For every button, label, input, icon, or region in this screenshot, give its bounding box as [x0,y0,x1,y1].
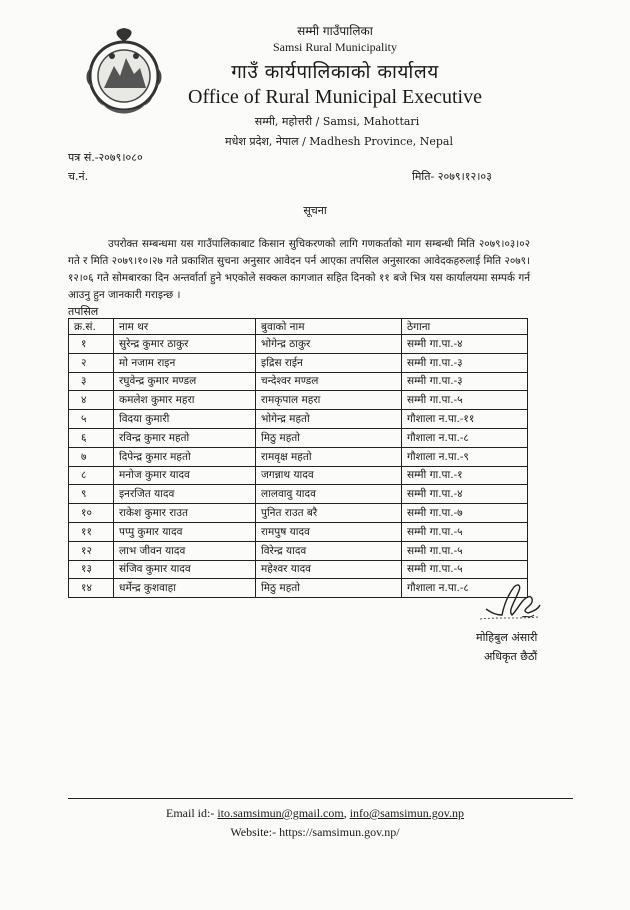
letter-date: मिति- २०७९।१२।०३ [412,170,492,183]
table-row [69,485,528,504]
cell-sn: ३ [69,372,114,391]
notice-paragraph: उपरोक्त सम्बन्धमा यस गाउँपालिकाबाट किसान सुचिकरणको लागि गणकर्ताको माग सम्बन्धी मिति २०७९।०३।०२ गते र मिति २०७९।१०।२७ गते प्रकाशित सुचना अनुसार आवेदन पर्न आएका तपसिल अनुसारका आवेदकहरुलाई मिति २०७९।१२।०६ गते सोमबारका दिन अन्तर्वार्ता हुने भएकोले सक्कल कागजात सहित दिनको ११ बजे भित्र यस कार्यालयमा सम्पर्क गर्न आउनु हुन जानकारी गराइन्छ । [68,238,530,301]
table-row [69,466,528,485]
email-link-1[interactable]: ito.samsimun@gmail.com [217,806,344,820]
cell-sn: १३ [69,560,114,579]
dispatch-number: च.नं. [68,170,89,183]
email-separator: , [343,806,350,820]
website-link[interactable]: https://samsimun.gov.np/ [279,825,400,839]
letter-number: पत्र सं.-२०७९।०८० [68,151,143,164]
cell-address: गौशाला न.पा.-८ [402,579,528,598]
email-link-2[interactable]: info@samsimun.gov.np [349,806,464,820]
email-label: Email id:- [166,806,218,820]
cell-address: सम्मी गा.पा.-४ [402,485,528,504]
municipality-name-np: सम्मी गाउँपालिका [297,24,373,38]
cell-father: भोगेन्द्र ठाकुर [256,335,402,354]
address-line1: सम्मी, महोत्तरी / Samsi, Mahottari [254,115,420,128]
cell-name: रविन्द्र कुमार महतो [114,428,256,447]
cell-sn: १ [69,335,114,354]
cell-address: सम्मी गा.पा.-५ [402,560,528,579]
cell-name: संजिव कुमार यादव [114,560,256,579]
cell-name: धर्मेन्द्र कुशवाहा [114,579,256,598]
table-row [69,353,528,372]
notice-title: सूचना [303,204,327,217]
table-row [69,541,528,560]
cell-name: रघुवेन्द्र कुमार मण्डल [114,372,256,391]
cell-name: सुरेन्द्र कुमार ठाकुर [114,335,256,354]
col-header-father: बुवाको नाम [256,319,402,335]
cell-father: जगन्नाथ यादव [256,466,402,485]
cell-address: गौशाला न.पा.-८ [402,428,528,447]
cell-father: विरेन्द्र यादव [256,541,402,560]
cell-sn: ७ [69,447,114,466]
cell-address: गौशाला न.पा.-११ [402,410,528,429]
cell-sn: ८ [69,466,114,485]
cell-address: सम्मी गा.पा.-३ [402,372,528,391]
cell-father: पुनित राउत बरै [256,504,402,523]
signatory-post: अधिकृत छैठौं [484,650,538,663]
cell-sn: ४ [69,391,114,410]
col-header-address: ठेगाना [402,319,528,335]
footer-divider [68,798,573,799]
cell-name: मनोज कुमार यादव [114,466,256,485]
cell-address: गौशाला न.पा.-९ [402,447,528,466]
cell-name: कमलेश कुमार महरा [114,391,256,410]
cell-father: महेश्वर यादव [256,560,402,579]
cell-address: सम्मी गा.पा.-४ [402,335,528,354]
table-row [69,504,528,523]
table-row [69,522,528,541]
cell-father: मिठु महतो [256,579,402,598]
cell-sn: १० [69,504,114,523]
cell-sn: २ [69,353,114,372]
cell-name: दिपेन्द्र कुमार महतो [114,447,256,466]
address-line2: मधेश प्रदेश, नेपाल / Madhesh Province, Nepal [225,135,453,148]
cell-sn: ११ [69,522,114,541]
cell-sn: १२ [69,541,114,560]
notice-body [68,236,530,304]
cell-father: रामपुष यादव [256,522,402,541]
cell-address: सम्मी गा.पा.-५ [402,541,528,560]
cell-address: सम्मी गा.पा.-३ [402,353,528,372]
table-row [69,410,528,429]
table-row [69,335,528,354]
cell-name: विदया कुमारी [114,410,256,429]
office-name-en: Office of Rural Municipal Executive [188,86,482,108]
municipality-name-en: Samsi Rural Municipality [273,40,397,54]
cell-father: चन्देश्वर मण्डल [256,372,402,391]
cell-address: सम्मी गा.पा.-१ [402,466,528,485]
office-name-np: गाउँ कार्यपालिकाको कार्यालय [231,61,439,83]
cell-address: सम्मी गा.पा.-५ [402,391,528,410]
cell-sn: ६ [69,428,114,447]
table-row [69,428,528,447]
table-row [69,579,528,598]
cell-address: सम्मी गा.पा.-५ [402,522,528,541]
cell-address: सम्मी गा.पा.-७ [402,504,528,523]
cell-name: मो नजाम राइन [114,353,256,372]
cell-father: मिठु महतो [256,428,402,447]
table-row [69,391,528,410]
cell-father: रामवृक्ष महतो [256,447,402,466]
table-header-row [69,319,528,335]
table-row [69,560,528,579]
signatory-name: मोहिबुल अंसारी [476,631,538,644]
col-header-name: नाम थर [114,319,256,335]
cell-name: लाभ जीवन यादव [114,541,256,560]
table-row [69,372,528,391]
signature-icon [478,575,548,627]
col-header-sn: क्र.सं. [69,319,114,335]
applicants-table [68,318,528,598]
table-row [69,447,528,466]
cell-father: भोगेन्द्र महतो [256,410,402,429]
footer-website-line [0,825,630,840]
cell-father: रामकृपाल महरा [256,391,402,410]
list-label: तपसिल [68,305,99,318]
cell-sn: १४ [69,579,114,598]
cell-name: पप्पु कुमार यादव [114,522,256,541]
footer-email-line [0,806,630,821]
cell-name: राकेश कुमार राउत [114,504,256,523]
cell-father: इद्रिस राईन [256,353,402,372]
cell-sn: ९ [69,485,114,504]
table-body [69,335,528,598]
cell-father: लालवावु यादव [256,485,402,504]
website-label: Website:- [230,825,280,839]
cell-name: इनरजित यादव [114,485,256,504]
cell-sn: ५ [69,410,114,429]
